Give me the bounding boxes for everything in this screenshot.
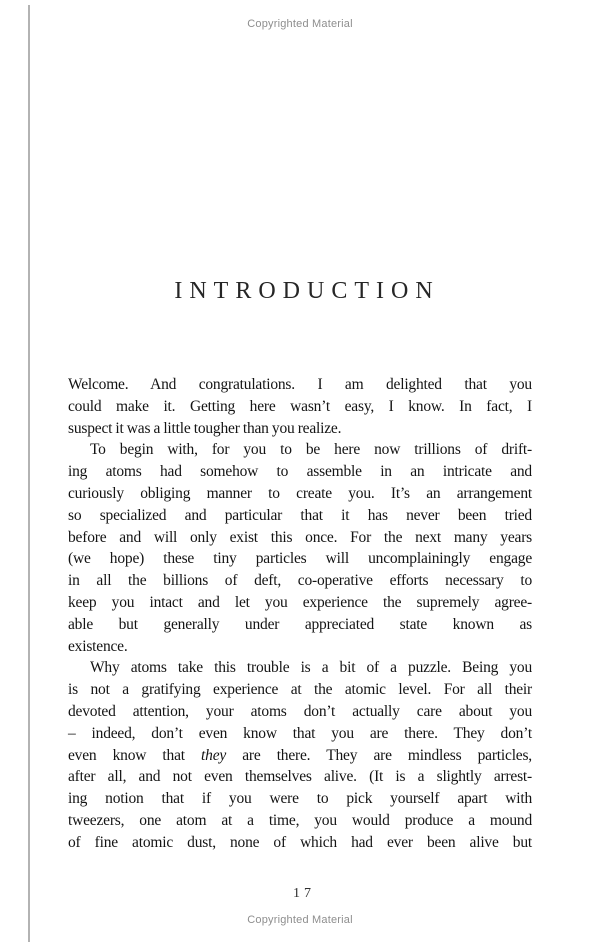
text-line: existence. (68, 637, 128, 655)
text-line: of fine atomic dust, none of which had ever been alive but (68, 833, 532, 851)
text-line: before and will only exist this once. For the next many years (68, 528, 532, 546)
text-line: – indeed, don’t even know that you are there. They don’t (68, 724, 532, 742)
text-line: Welcome. And congratulations. I am delighted that you (68, 376, 532, 393)
copyright-notice-bottom: Copyrighted Material (247, 914, 353, 926)
text-line: is not a gratifying experience at the atomic level. For all their (68, 681, 532, 699)
body-text (68, 374, 532, 854)
text-line: ing atoms had somehow to assemble in an intricate and (68, 463, 532, 481)
text-line: even know that they are there. They are mindless particles, (68, 746, 532, 764)
text-line: curiously obliging manner to create you. It’s an arrangement (68, 484, 532, 502)
text-line: so specialized and particular that it has never been tried (68, 506, 532, 524)
page-edge-line (28, 5, 30, 942)
text-line: could make it. Getting here wasn’t easy, I know. In fact, I (68, 397, 532, 415)
text-line: To begin with, for you to be here now trillions of drift- (90, 441, 532, 459)
text-line: (we hope) these tiny particles will uncomplainingly engage (68, 550, 532, 568)
text-line: suspect it was a little tougher than you realize. (68, 419, 342, 437)
text-line: devoted attention, your atoms don’t actually care about you (68, 702, 532, 720)
text-line: tweezers, one atom at a time, you would produce a mound (68, 811, 532, 829)
text-line: in all the billions of deft, co-operative efforts necessary to (68, 572, 532, 590)
copyright-notice-top: Copyrighted Material (247, 18, 353, 30)
chapter-heading: INTRODUCTION (174, 278, 440, 304)
text-line: after all, and not even themselves alive. (It is a slightly arrest- (68, 768, 532, 786)
page-number: 17 (293, 886, 315, 901)
text-line: Why atoms take this trouble is a bit of a puzzle. Being you (90, 659, 532, 677)
text-line: keep you intact and let you experience the supremely agree- (68, 593, 532, 611)
text-line: ing notion that if you were to pick yourself apart with (68, 790, 532, 808)
text-line: able but generally under appreciated state known as (68, 615, 532, 633)
italic-word: they (201, 746, 227, 764)
